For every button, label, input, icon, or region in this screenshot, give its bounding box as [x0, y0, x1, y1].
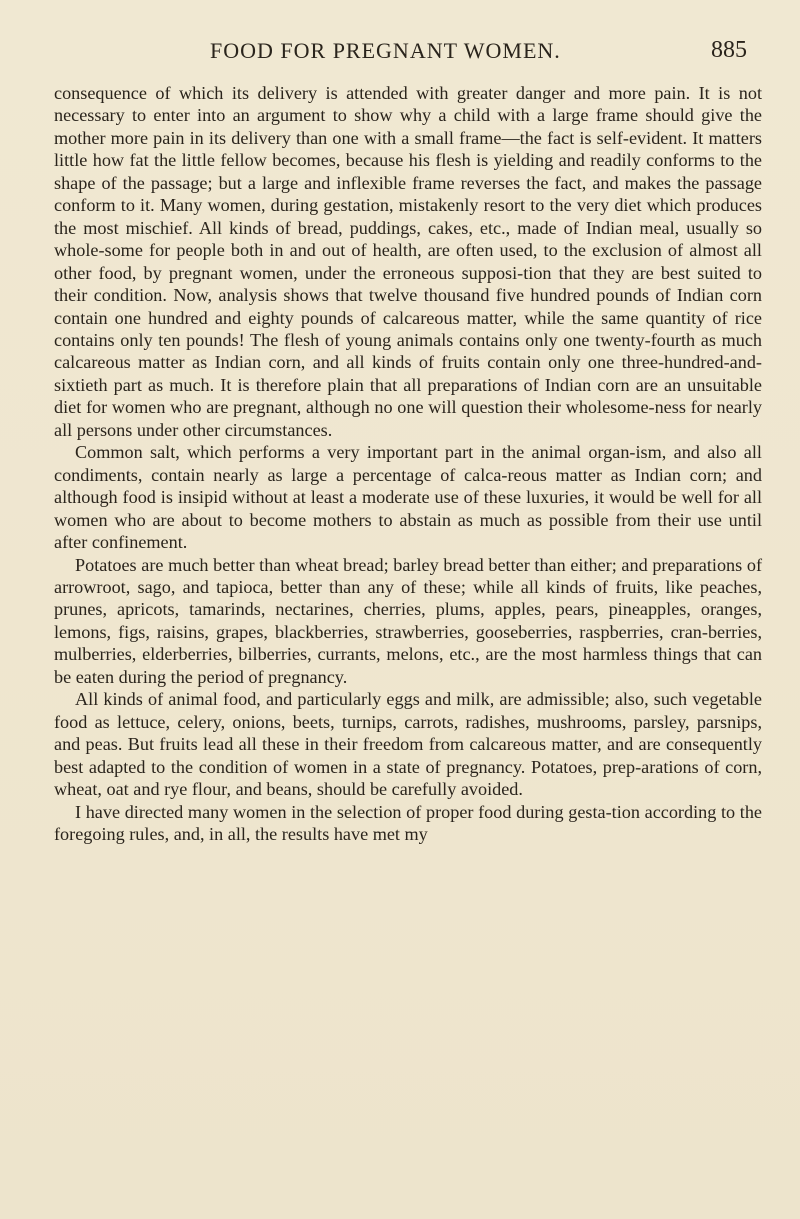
paragraph-continuation: consequence of which its delivery is attended with greater danger and more pain. It is not necessary to enter into an argument to show why a child with a large frame should give the mother more pain in its delivery than one with a small frame—the fact is self-evident. It matters little how fat the little fellow becomes, because his flesh is yielding and readily conforms to the shape of the passage; but a large and inflexible frame reverses the fact, and makes the passage conform to it. Many women, during gestation, mistakenly resort to the very diet which produces the most mischief. All kinds of bread, puddings, cakes, etc., made of Indian meal, usually so whole-some for people both in and out of health, are often used, to the exclusion of almost all other food, by pregnant women, under the erroneous supposi-tion that they are best suited to their condition. Now, analysis shows that twelve thousand five hundred pounds of Indian corn contain one hundred and eighty pounds of calcareous matter, while the same quantity of rice contains only ten pounds! The flesh of young animals contains only one twenty-fourth as much calcareous matter as Indian corn, and all kinds of fruits contain only one three-hundred-and-sixtieth part as much. It is therefore plain that all preparations of Indian corn are an unsuitable diet for women who are pregnant, although no one will question their wholesome-ness for nearly all persons under other circumstances.	[54, 83, 762, 440]
paragraph-potatoes: Potatoes are much better than wheat bread; barley bread better than either; and preparations of arrowroot, sago, and tapioca, better than any of these; while all kinds of fruits, like peaches, prunes, apricots, tamarinds, nectarines, cherries, plums, apples, pears, pineapples, oranges, lemons, figs, raisins, grapes, blackberries, strawberries, gooseberries, raspberries, cran-berries, mulberries, elderberries, bilberries, currants, melons, etc., are the most harmless things that can be eaten during the period of pregnancy.	[54, 554, 762, 687]
paragraph-animal-food: All kinds of animal food, and particularly eggs and milk, are admissible; also, such vegetable food as lettuce, celery, onions, beets, turnips, carrots, radishes, mushrooms, parsley, parsnips, and peas. But fruits lead all these in their freedom from calcareous matter, and are consequently best adapted to the condition of women in a state of pregnancy. Potatoes, prep-arations of corn, wheat, oat and rye flour, and beans, should be carefully avoided.	[54, 689, 762, 800]
running-head	[0, 30, 800, 63]
page-number: 885	[711, 37, 747, 63]
running-title: FOOD FOR PREGNANT WOMEN.	[210, 38, 561, 63]
paragraph-directed-women: I have directed many women in the selection of proper food during gesta-tion according to the foregoing rules, and, in all, the results have met my	[54, 801, 762, 844]
paragraph-common-salt: Common salt, which performs a very important part in the animal organ-ism, and also all condiments, contain nearly as large a percentage of calca-reous matter as Indian corn; and although food is insipid without at least a moderate use of these luxuries, it would be well for all women who are about to become mothers to abstain as much as possible from their use until after confinement.	[54, 442, 762, 553]
body-text	[54, 82, 762, 845]
